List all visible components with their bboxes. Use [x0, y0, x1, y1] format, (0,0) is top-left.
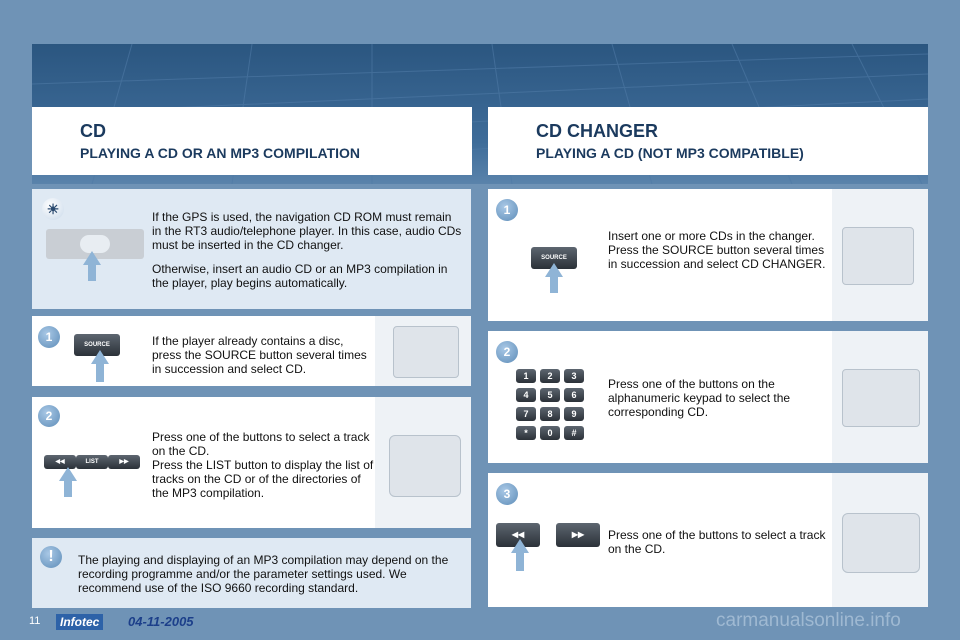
key-3[interactable]: 3 [564, 369, 584, 383]
arrow-up-icon [59, 467, 77, 481]
prev-track-button[interactable]: ◀◀ [44, 455, 76, 469]
page-number: 11 [29, 615, 41, 627]
left-title: CD [80, 121, 106, 141]
arrow-stem [64, 481, 72, 497]
radio-panel-image [832, 473, 928, 607]
keypad-image [832, 331, 928, 463]
left-step-2-text-a: Press one of the buttons to select a track on the CD. [152, 430, 370, 458]
left-step-2 [32, 397, 471, 528]
radio-face [393, 326, 459, 378]
step-badge: 1 [38, 326, 60, 348]
next-track-button[interactable]: ▶▶ [108, 455, 140, 469]
arrow-stem [550, 277, 558, 293]
right-step-2 [488, 331, 928, 463]
key-6[interactable]: 6 [564, 388, 584, 402]
key-star[interactable]: * [516, 426, 536, 440]
key-1[interactable]: 1 [516, 369, 536, 383]
key-2[interactable]: 2 [540, 369, 560, 383]
right-step-2-text: Press one of the buttons on the alphanumeric keypad to select the corresponding CD. [608, 377, 791, 419]
right-step-1-text: Insert one or more CDs in the changer. Press the SOURCE button several times in succession and select CD CHANGER. [608, 229, 826, 271]
left-step-2-text [152, 430, 374, 500]
tip-icon: ☀ [42, 198, 64, 220]
left-subtitle: PLAYING A CD OR AN MP3 COMPILATION [80, 145, 361, 161]
radio-face [389, 435, 461, 497]
arrow-stem [96, 364, 104, 382]
warning-panel [32, 538, 471, 608]
step-badge: 2 [496, 341, 518, 363]
right-title: CD CHANGER [536, 121, 659, 141]
radio-panel-image [375, 316, 471, 386]
info-panel [32, 189, 471, 309]
infotec-logo: Infotec [56, 614, 103, 630]
arrow-stem [88, 265, 96, 281]
radio-face [842, 369, 920, 427]
left-step-1 [32, 316, 471, 386]
left-header [32, 107, 472, 175]
radio-face [842, 513, 920, 573]
source-button[interactable]: SOURCE [74, 334, 120, 356]
radio-panel-image [375, 397, 471, 528]
changer-face [842, 227, 914, 285]
arrow-stem [516, 553, 524, 571]
step-badge: 1 [496, 199, 518, 221]
prev-track-button[interactable]: ◀◀ [496, 523, 540, 547]
step-badge: 2 [38, 405, 60, 427]
key-8[interactable]: 8 [540, 407, 560, 421]
arrow-up-icon [91, 350, 109, 364]
right-subtitle: PLAYING A CD (NOT MP3 COMPATIBLE) [536, 145, 804, 161]
warning-icon: ! [40, 546, 62, 568]
site-watermark: carmanualsonline.info [716, 610, 901, 631]
print-date: 04-11-2005 [128, 614, 194, 629]
next-track-button[interactable]: ▶▶ [556, 523, 600, 547]
source-button[interactable]: SOURCE [531, 247, 577, 269]
left-step-2-text-b: Press the LIST button to display the list of tracks on the CD or of the directories of the MP3 compilation. [152, 458, 374, 500]
arrow-up-icon [511, 539, 529, 553]
key-0[interactable]: 0 [540, 426, 560, 440]
keypad [516, 369, 586, 441]
key-5[interactable]: 5 [540, 388, 560, 402]
key-4[interactable]: 4 [516, 388, 536, 402]
info-paragraph-2: Otherwise, insert an audio CD or an MP3 compilation in the player, play begins automatically. [152, 262, 448, 290]
info-text [152, 210, 462, 300]
key-hash[interactable]: # [564, 426, 584, 440]
info-paragraph-1: If the GPS is used, the navigation CD ROM must remain in the RT3 audio/telephone player. In this case, audio CDs must be inserted in the CD changer. [152, 210, 462, 252]
right-step-3 [488, 473, 928, 607]
key-7[interactable]: 7 [516, 407, 536, 421]
right-header [488, 107, 928, 175]
left-step-1-text: If the player already contains a disc, press the SOURCE button several times in succession and select CD. [152, 334, 367, 376]
warning-text: The playing and displaying of an MP3 compilation may depend on the recording programme and/or the parameter settings used. We recommend use of the ISO 9660 recording standard. [78, 553, 449, 595]
arrow-up-icon [83, 251, 101, 265]
key-9[interactable]: 9 [564, 407, 584, 421]
step-badge: 3 [496, 483, 518, 505]
arrow-up-icon [545, 263, 563, 277]
changer-image [832, 189, 928, 321]
right-step-3-text: Press one of the buttons to select a track on the CD. [608, 528, 826, 556]
right-step-1 [488, 189, 928, 321]
list-button[interactable]: LIST [76, 455, 108, 469]
